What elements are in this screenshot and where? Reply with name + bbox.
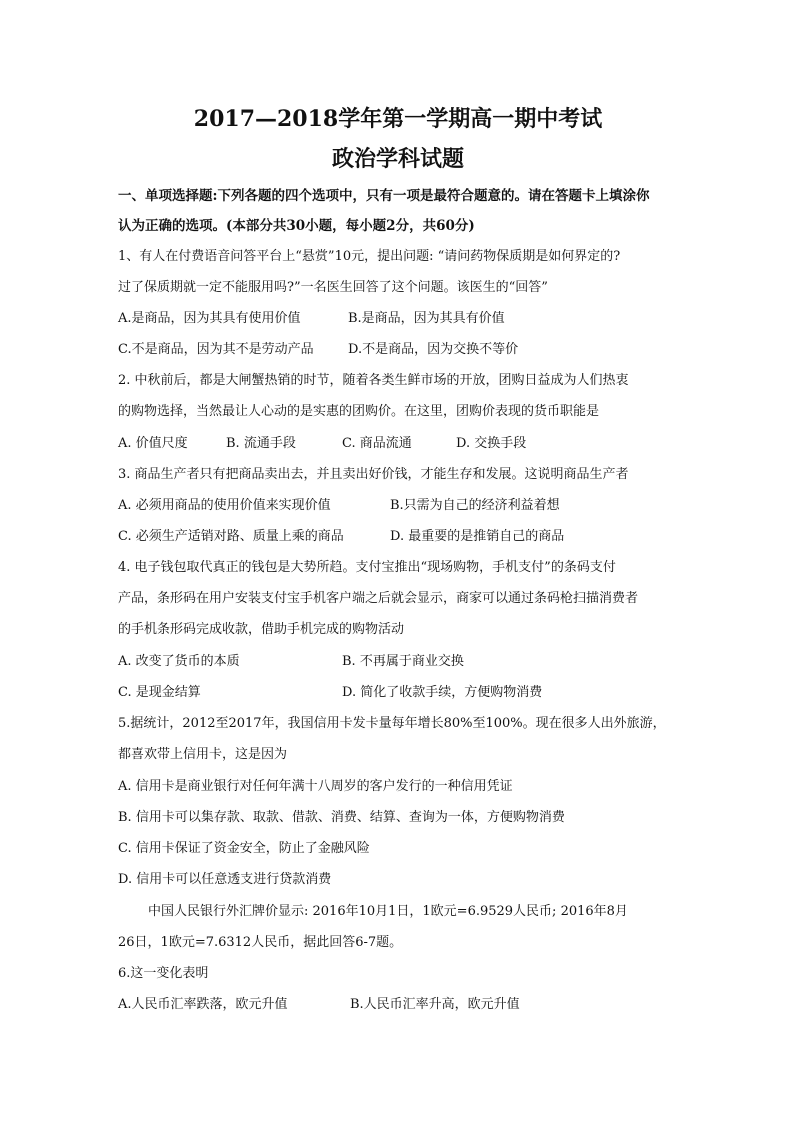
section-instructions-line1: 一、单项选择题:下列各题的四个选项中，只有一项是最符合题意的。请在答题卡上填涂你 (118, 188, 650, 204)
question-5-option-d: D. 信用卡可以任意透支进行贷款消费 (118, 872, 332, 887)
question-4-option-c: C. 是现金结算 (118, 685, 201, 700)
question-1-option-a: A.是商品，因为其具有使用价值 (118, 311, 301, 326)
question-4-option-a: A. 改变了货币的本质 (118, 654, 240, 669)
material-text-line1: 中国人民银行外汇牌价显示: 2016年10月1日，1欧元=6.9529人民币; 2016年8月 (148, 904, 628, 919)
question-1-option-b: B.是商品，因为其具有价值 (348, 311, 505, 326)
question-5-option-b: B. 信用卡可以集存款、取款、借款、消费、结算、查询为一体，方便购物消费 (118, 810, 565, 825)
question-5-option-c: C. 信用卡保证了资金安全，防止了金融风险 (118, 841, 370, 856)
question-1-text-line2: 过了保质期就一定不能服用吗?”一名医生回答了这个问题。该医生的“回答” (118, 280, 548, 295)
question-2-option-b: B. 流通手段 (226, 436, 296, 451)
section-instructions-line2: 认为正确的选项。(本部分共30小题，每小题2分，共60分) (118, 218, 475, 234)
question-4-text-line3: 的手机条形码完成收款，借助手机完成的购物活动 (118, 622, 405, 637)
question-4-option-d: D. 简化了收款手续，方便购物消费 (342, 685, 543, 700)
question-3-option-d: D. 最重要的是推销自己的商品 (390, 529, 565, 544)
question-2-option-c: C. 商品流通 (342, 436, 412, 451)
question-2-text-line2: 的购物选择，当然最让人心动的是实惠的团购价。在这里，团购价表现的货币职能是 (118, 404, 600, 419)
question-3-option-a: A. 必须用商品的使用价值来实现价值 (118, 498, 331, 513)
exam-subtitle: 政治学科试题 (331, 146, 464, 172)
question-4-option-b: B. 不再属于商业交换 (342, 654, 464, 669)
question-3-option-c: C. 必须生产适销对路、质量上乘的商品 (118, 529, 344, 544)
exam-title: 2017—2018学年第一学期高一期中考试 (193, 106, 603, 132)
question-3-option-b: B.只需为自己的经济利益着想 (390, 498, 560, 513)
question-4-text-line1: 4. 电子钱包取代真正的钱包是大势所趋。支付宝推出“现场购物，手机支付”的条码支付 (118, 560, 616, 575)
question-2-text-line1: 2. 中秋前后，都是大闸蟹热销的时节，随着各类生鲜市场的开放，团购日益成为人们热衷 (118, 373, 629, 388)
question-1-text-line1: 1、有人在付费语音问答平台上“悬赏”10元，提出问题: “请问药物保质期是如何界定的? (118, 249, 621, 264)
question-5-text-line2: 都喜欢带上信用卡，这是因为 (118, 747, 288, 762)
question-2-option-d: D. 交换手段 (456, 436, 527, 451)
question-6-text-line1: 6.这一变化表明 (118, 966, 209, 981)
question-6-option-a: A.人民币汇率跌落，欧元升值 (118, 997, 288, 1012)
question-5-option-a: A. 信用卡是商业银行对任何年满十八周岁的客户发行的一种信用凭证 (118, 779, 513, 794)
question-2-option-a: A. 价值尺度 (118, 436, 188, 451)
question-3-text-line1: 3. 商品生产者只有把商品卖出去，并且卖出好价钱，才能生存和发展。这说明商品生产者 (118, 467, 629, 482)
material-text-line2: 26日，1欧元=7.6312人民币，据此回答6-7题。 (118, 935, 403, 950)
question-4-text-line2: 产品，条形码在用户安装支付宝手机客户端之后就会显示，商家可以通过条码枪扫描消费者 (118, 591, 639, 606)
question-5-text-line1: 5.据统计，2012至2017年，我国信用卡发卡量每年增长80%至100%。现在很多人出外旅游， (118, 716, 666, 731)
question-6-option-b: B.人民币汇率升高，欧元升值 (350, 997, 520, 1012)
question-1-option-d: D.不是商品，因为交换不等价 (348, 342, 519, 357)
question-1-option-c: C.不是商品，因为其不是劳动产品 (118, 342, 314, 357)
